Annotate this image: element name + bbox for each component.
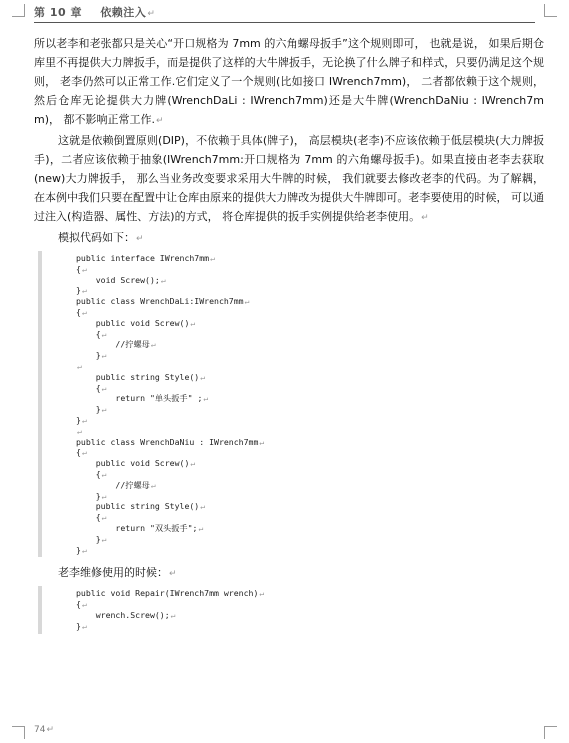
code-block xyxy=(38,251,544,557)
paragraph-mark-icon: ↵ xyxy=(259,589,265,599)
code-line: return "双头扳手";↵ xyxy=(76,522,204,533)
paragraph-mark-icon: ↵ xyxy=(198,523,204,533)
paragraph-mark-icon: ↵ xyxy=(101,491,107,501)
code-line: {↵ xyxy=(76,382,107,393)
code-line: {↵ xyxy=(76,263,87,274)
paragraph-mark-icon: ↵ xyxy=(160,275,166,285)
code-line: }↵ xyxy=(76,620,87,631)
page-footer xyxy=(34,725,54,735)
code-line: }↵ xyxy=(76,414,87,425)
paragraph-mark-icon: ↵ xyxy=(81,448,87,458)
paragraph-mark-icon: ↵ xyxy=(147,9,156,19)
code-line: wrench.Screw();↵ xyxy=(76,609,176,620)
code-line: {↵ xyxy=(76,512,107,523)
code-line: public class WrenchDaLi:IWrench7mm↵ xyxy=(76,296,250,307)
paragraph-mark-icon: ↵ xyxy=(101,469,107,479)
paragraph-mark-icon: ↵ xyxy=(101,534,107,544)
paragraph: 所以老李和老张都只是关心“开口规格为 7mm 的六角螺母扳手”这个规则即可， 也就是说， 如果后期仓库里不再提供大力牌扳手，而是提供了这样的大牛牌扳手，无论换了什么牌子和样式，只要仍满足这个规则， 老李仍然可以正常工作.它们定义了一个规则(比如接口 IWrench7mm)， 二者都依赖于这个规则， 然后仓库无论提供大力牌(WrenchDaLi : IWrench7mm)还是大牛牌(WrenchDaNiu : IWrench7mm)， 都不影响正常工作.↵ xyxy=(34,37,544,126)
paragraph-mark-icon: ↵ xyxy=(170,610,176,620)
paragraph-mark-icon: ↵ xyxy=(81,307,87,317)
paragraph-mark-icon: ↵ xyxy=(190,459,196,469)
code-line: //拧螺母↵ xyxy=(76,479,156,490)
code-block xyxy=(38,586,544,633)
paragraph-mark-icon: ↵ xyxy=(101,383,107,393)
code-line: public string Style()↵ xyxy=(76,501,206,512)
crop-mark-top-left xyxy=(12,4,25,17)
code-label: 老李维修使用的时候：↵ xyxy=(58,566,177,580)
paragraph-mark-icon: ↵ xyxy=(81,264,87,274)
code-line: }↵ xyxy=(76,544,87,555)
paragraph-mark-icon: ↵ xyxy=(136,234,144,244)
code-line: {↵ xyxy=(76,306,87,317)
page-number: 74 xyxy=(34,725,46,735)
code-line: {↵ xyxy=(76,468,107,479)
paragraph-mark-icon: ↵ xyxy=(101,351,107,361)
paragraph-mark-icon: ↵ xyxy=(81,600,87,610)
code-line: public void Repair(IWrench7mm wrench)↵ xyxy=(76,588,265,599)
paragraph-mark-icon: ↵ xyxy=(77,361,82,371)
code-line: }↵ xyxy=(76,490,107,501)
crop-mark-bottom-left xyxy=(12,726,25,739)
code-line: public string Style()↵ xyxy=(76,371,206,382)
paragraph-mark-icon: ↵ xyxy=(259,437,265,447)
paragraph-mark-icon: ↵ xyxy=(150,480,156,490)
code-line: {↵ xyxy=(76,599,87,610)
crop-mark-top-right xyxy=(544,4,557,17)
paragraph-mark-icon: ↵ xyxy=(81,415,87,425)
paragraph-mark-icon: ↵ xyxy=(150,340,156,350)
paragraph-mark-icon: ↵ xyxy=(421,213,429,223)
paragraph-mark-icon: ↵ xyxy=(101,329,107,339)
code-line: }↵ xyxy=(76,404,107,415)
paragraph-mark-icon: ↵ xyxy=(203,394,209,404)
code-line: public interface IWrench7mm↵ xyxy=(76,253,215,263)
code-label: 模拟代码如下：↵ xyxy=(58,231,144,244)
chapter-title: 依赖注入 xyxy=(100,6,147,19)
code-line: public void Screw()↵ xyxy=(76,317,196,328)
document-body[interactable] xyxy=(34,34,544,640)
code-line: {↵ xyxy=(76,447,87,458)
paragraph-mark-icon: ↵ xyxy=(190,318,196,328)
paragraph: 这就是依赖倒置原则(DIP)，不依赖于具体(牌子)， 高层模块(老李)不应该依赖于低层模块(大力牌扳手)，二者应该依赖于抽象(IWrench7mm:开口规格为 7mm 的六角螺母扳手)。如果直接由老李去获取(new)大力牌扳手， 那么当业务改变要求采用大牛牌的时候， 我们就要去修改老李的代码。为了解耦，在本例中我们只要在配置中让仓库由原来的提供大力牌改为提供大牛牌即可。老李要使用的时候， 可以通过注入(构造器、属性、方法)的方式， 将仓库提供的扳手实例提供给老李使用。↵ xyxy=(34,134,544,223)
code-line xyxy=(76,426,544,437)
code-line: public void Screw()↵ xyxy=(76,458,196,469)
paragraph-mark-icon: ↵ xyxy=(81,621,87,631)
paragraph-mark-icon: ↵ xyxy=(77,426,82,436)
code-line: return "单头扳手" ;↵ xyxy=(76,393,209,404)
code-line: //拧螺母↵ xyxy=(76,339,156,350)
code-line: void Screw();↵ xyxy=(76,274,166,285)
paragraph-mark-icon: ↵ xyxy=(101,513,107,523)
crop-mark-bottom-right xyxy=(544,726,557,739)
page-header xyxy=(34,4,535,23)
paragraph-mark-icon: ↵ xyxy=(210,254,215,263)
paragraph-mark-icon: ↵ xyxy=(169,569,177,580)
code-line: }↵ xyxy=(76,533,107,544)
chapter-number: 第 10 章 xyxy=(34,6,82,19)
code-line xyxy=(76,361,544,372)
paragraph-mark-icon: ↵ xyxy=(46,725,54,735)
paragraph-mark-icon: ↵ xyxy=(81,286,87,296)
paragraph-mark-icon: ↵ xyxy=(81,545,87,555)
code-line: }↵ xyxy=(76,350,107,361)
code-line: }↵ xyxy=(76,285,87,296)
code-line: public class WrenchDaNiu : IWrench7mm↵ xyxy=(76,436,265,447)
paragraph-mark-icon: ↵ xyxy=(200,372,206,382)
paragraph-mark-icon: ↵ xyxy=(101,405,107,415)
paragraph-mark-icon: ↵ xyxy=(200,502,206,512)
code-line: {↵ xyxy=(76,328,107,339)
paragraph-mark-icon: ↵ xyxy=(244,297,250,307)
paragraph-mark-icon: ↵ xyxy=(156,116,164,126)
